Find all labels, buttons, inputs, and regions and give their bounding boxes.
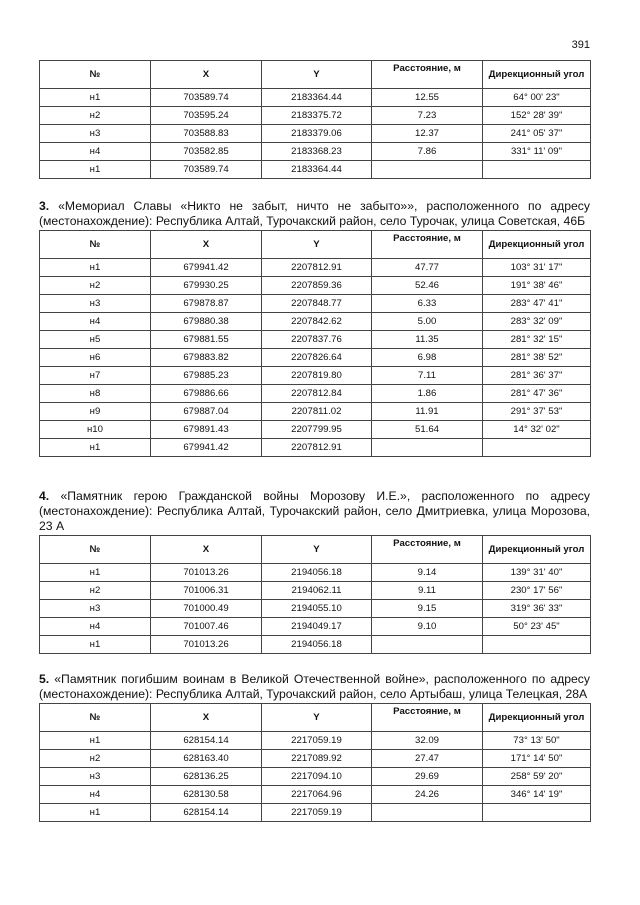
table-cell xyxy=(483,161,591,179)
table-cell: 103° 31' 17" xyxy=(483,259,591,277)
table-cell: н3 xyxy=(40,768,151,786)
table-cell: 628163.40 xyxy=(151,750,262,768)
table-cell: 2217059.19 xyxy=(262,732,372,750)
table-cell: 191° 38' 46" xyxy=(483,277,591,295)
table-cell: 679887.04 xyxy=(151,403,262,421)
table-row xyxy=(40,732,591,750)
table-cell: 679930.25 xyxy=(151,277,262,295)
column-header: X xyxy=(151,704,262,732)
table-row xyxy=(40,107,591,125)
table-cell: 703595.24 xyxy=(151,107,262,125)
section-number: 5. xyxy=(39,672,50,686)
table-row xyxy=(40,349,591,367)
table-cell: 2217089.92 xyxy=(262,750,372,768)
table-cell: 2207799.95 xyxy=(262,421,372,439)
table-cell: 2194056.18 xyxy=(262,564,372,582)
table-row xyxy=(40,385,591,403)
table-cell: 32.09 xyxy=(372,732,483,750)
table-cell: н1 xyxy=(40,636,151,654)
table-cell: 628154.14 xyxy=(151,732,262,750)
table-row xyxy=(40,89,591,107)
section-number: 4. xyxy=(39,489,50,503)
table-cell: 11.91 xyxy=(372,403,483,421)
table-cell: н1 xyxy=(40,564,151,582)
table-cell: н4 xyxy=(40,618,151,636)
table-cell: 319° 36' 33" xyxy=(483,600,591,618)
table-cell xyxy=(372,804,483,822)
column-header: X xyxy=(151,536,262,564)
table-cell: н7 xyxy=(40,367,151,385)
table-cell: н2 xyxy=(40,277,151,295)
table-cell: 628154.14 xyxy=(151,804,262,822)
table-cell: н3 xyxy=(40,295,151,313)
column-header: Дирекционный угол xyxy=(483,231,591,259)
table-cell: 2207842.62 xyxy=(262,313,372,331)
table-cell: 2207859.36 xyxy=(262,277,372,295)
table-cell xyxy=(372,161,483,179)
table-row xyxy=(40,313,591,331)
table-cell: н1 xyxy=(40,439,151,457)
coordinates-table xyxy=(39,230,591,457)
column-header: Y xyxy=(262,536,372,564)
table-cell: 703589.74 xyxy=(151,161,262,179)
table-row xyxy=(40,786,591,804)
section-description: «Памятник погибшим воинам в Великой Отечественной войне», расположенного по адресу (местонахождение): Республика Алтай, Турочакский район, село Артыбаш, улица Телецкая, 28А xyxy=(39,672,590,701)
table-cell: 52.46 xyxy=(372,277,483,295)
table-cell: 346° 14' 19" xyxy=(483,786,591,804)
table-cell: 2207848.77 xyxy=(262,295,372,313)
table-cell: 29.69 xyxy=(372,768,483,786)
table-cell xyxy=(372,636,483,654)
table-cell: 628130.58 xyxy=(151,786,262,804)
table-row xyxy=(40,564,591,582)
table-cell: 2183375.72 xyxy=(262,107,372,125)
table-cell: 64° 00' 23" xyxy=(483,89,591,107)
column-header: X xyxy=(151,61,262,89)
table-row xyxy=(40,259,591,277)
table-cell: 9.15 xyxy=(372,600,483,618)
table-cell: 2207811.02 xyxy=(262,403,372,421)
column-header: № xyxy=(40,704,151,732)
table-cell: 679941.42 xyxy=(151,259,262,277)
column-header: Расстояние, м xyxy=(372,536,483,564)
table-row xyxy=(40,143,591,161)
table-row xyxy=(40,367,591,385)
table-cell: н2 xyxy=(40,750,151,768)
column-header: Дирекционный угол xyxy=(483,61,591,89)
table-cell: 14° 32' 02" xyxy=(483,421,591,439)
table-cell: 2183379.06 xyxy=(262,125,372,143)
table-cell: 27.47 xyxy=(372,750,483,768)
table-header-row xyxy=(40,704,591,732)
table-cell: 331° 11' 09" xyxy=(483,143,591,161)
table-cell: 679883.82 xyxy=(151,349,262,367)
section-paragraph xyxy=(39,489,590,534)
table-cell: н1 xyxy=(40,161,151,179)
table-cell: 2183368.23 xyxy=(262,143,372,161)
table-cell: 703589.74 xyxy=(151,89,262,107)
table-cell: н1 xyxy=(40,259,151,277)
table-cell: 73° 13' 50" xyxy=(483,732,591,750)
table-cell: 171° 14' 50" xyxy=(483,750,591,768)
table-cell: н2 xyxy=(40,582,151,600)
column-header: Расстояние, м xyxy=(372,704,483,732)
column-header: Y xyxy=(262,704,372,732)
table-header-row xyxy=(40,61,591,89)
table-cell: н3 xyxy=(40,600,151,618)
table-cell: 2207812.91 xyxy=(262,439,372,457)
section-description: «Памятник герою Гражданской войны Морозову И.Е.», расположенного по адресу (местонахождение): Республика Алтай, Турочакский район, село Дмитриевка, улица Морозова, 23 А xyxy=(39,489,590,533)
section-number: 3. xyxy=(39,199,50,213)
table-cell: 47.77 xyxy=(372,259,483,277)
table-cell: н1 xyxy=(40,732,151,750)
table-cell: н9 xyxy=(40,403,151,421)
table-cell: 679881.55 xyxy=(151,331,262,349)
table-cell: 2207826.64 xyxy=(262,349,372,367)
table-cell: 281° 38' 52" xyxy=(483,349,591,367)
table-cell: 679891.43 xyxy=(151,421,262,439)
table-cell: 701000.49 xyxy=(151,600,262,618)
table-cell: 7.11 xyxy=(372,367,483,385)
table-cell: 2194056.18 xyxy=(262,636,372,654)
table-row xyxy=(40,768,591,786)
table-cell: 2183364.44 xyxy=(262,161,372,179)
table-cell: 2194055.10 xyxy=(262,600,372,618)
table-cell: 230° 17' 56" xyxy=(483,582,591,600)
table-cell: 1.86 xyxy=(372,385,483,403)
table-cell: н4 xyxy=(40,786,151,804)
table-cell: н5 xyxy=(40,331,151,349)
table-cell xyxy=(483,804,591,822)
table-row xyxy=(40,582,591,600)
table-cell: 679878.87 xyxy=(151,295,262,313)
table-cell: 283° 47' 41" xyxy=(483,295,591,313)
table-cell: 12.55 xyxy=(372,89,483,107)
column-header: № xyxy=(40,536,151,564)
table-row xyxy=(40,439,591,457)
table-cell: 701013.26 xyxy=(151,564,262,582)
page-number: 391 xyxy=(571,39,590,51)
table-row xyxy=(40,125,591,143)
column-header: Y xyxy=(262,61,372,89)
table-cell: н6 xyxy=(40,349,151,367)
table-cell: 701006.31 xyxy=(151,582,262,600)
table-cell: 2194049.17 xyxy=(262,618,372,636)
section-paragraph xyxy=(39,199,590,229)
table-cell: 2183364.44 xyxy=(262,89,372,107)
table-row xyxy=(40,421,591,439)
table-cell: 703588.83 xyxy=(151,125,262,143)
table-cell: 2207837.76 xyxy=(262,331,372,349)
table-row xyxy=(40,161,591,179)
column-header: Y xyxy=(262,231,372,259)
table-row xyxy=(40,750,591,768)
table-cell: 701013.26 xyxy=(151,636,262,654)
table-cell: 12.37 xyxy=(372,125,483,143)
table-cell xyxy=(483,439,591,457)
column-header: Расстояние, м xyxy=(372,231,483,259)
table-cell: 283° 32' 09" xyxy=(483,313,591,331)
table-cell: н4 xyxy=(40,143,151,161)
table-row xyxy=(40,618,591,636)
table-cell: 2217094.10 xyxy=(262,768,372,786)
section-description: «Мемориал Славы «Никто не забыт, ничто не забыто»», расположенного по адресу (местонахождение): Республика Алтай, Турочакский район, село Турочак, улица Советская, 46Б xyxy=(39,199,590,228)
table-cell: н2 xyxy=(40,107,151,125)
table-cell: 6.98 xyxy=(372,349,483,367)
coordinates-section-2-continued xyxy=(39,60,590,179)
table-cell: н10 xyxy=(40,421,151,439)
column-header: Дирекционный угол xyxy=(483,704,591,732)
coordinates-section-3 xyxy=(39,199,590,457)
table-cell: 281° 36' 37" xyxy=(483,367,591,385)
table-header-row xyxy=(40,231,591,259)
table-row xyxy=(40,600,591,618)
table-cell: 11.35 xyxy=(372,331,483,349)
table-row xyxy=(40,331,591,349)
table-cell: 2207812.91 xyxy=(262,259,372,277)
coordinates-section-4 xyxy=(39,489,590,654)
section-paragraph xyxy=(39,672,590,702)
table-cell: 703582.85 xyxy=(151,143,262,161)
table-cell: 9.11 xyxy=(372,582,483,600)
table-cell: н8 xyxy=(40,385,151,403)
table-cell: 628136.25 xyxy=(151,768,262,786)
table-cell: 9.14 xyxy=(372,564,483,582)
coordinates-table xyxy=(39,703,591,822)
table-cell: 2207819.80 xyxy=(262,367,372,385)
table-cell: 152° 28' 39" xyxy=(483,107,591,125)
table-cell: 2194062.11 xyxy=(262,582,372,600)
table-cell: 281° 47' 36" xyxy=(483,385,591,403)
table-cell: 241° 05' 37" xyxy=(483,125,591,143)
table-row xyxy=(40,295,591,313)
table-row xyxy=(40,636,591,654)
table-cell: 139° 31' 40" xyxy=(483,564,591,582)
column-header: Расстояние, м xyxy=(372,61,483,89)
table-cell: 258° 59' 20" xyxy=(483,768,591,786)
column-header: X xyxy=(151,231,262,259)
table-row xyxy=(40,277,591,295)
table-cell: 679880.38 xyxy=(151,313,262,331)
column-header: № xyxy=(40,231,151,259)
coordinates-table xyxy=(39,60,591,179)
table-cell: 2217059.19 xyxy=(262,804,372,822)
column-header: Дирекционный угол xyxy=(483,536,591,564)
table-cell: 701007.46 xyxy=(151,618,262,636)
table-cell xyxy=(372,439,483,457)
table-cell: н4 xyxy=(40,313,151,331)
table-cell: 2207812.84 xyxy=(262,385,372,403)
table-cell: 281° 32' 15" xyxy=(483,331,591,349)
table-row xyxy=(40,403,591,421)
table-cell: н1 xyxy=(40,89,151,107)
table-cell: 291° 37' 53" xyxy=(483,403,591,421)
table-cell: 2217064.96 xyxy=(262,786,372,804)
coordinates-table xyxy=(39,535,591,654)
column-header: № xyxy=(40,61,151,89)
table-row xyxy=(40,804,591,822)
table-cell: 7.86 xyxy=(372,143,483,161)
table-cell: 9.10 xyxy=(372,618,483,636)
table-cell: 5.00 xyxy=(372,313,483,331)
table-cell xyxy=(483,636,591,654)
table-cell: 51.64 xyxy=(372,421,483,439)
table-cell: 679941.42 xyxy=(151,439,262,457)
table-cell: н3 xyxy=(40,125,151,143)
table-cell: 6.33 xyxy=(372,295,483,313)
table-cell: н1 xyxy=(40,804,151,822)
table-cell: 7.23 xyxy=(372,107,483,125)
table-header-row xyxy=(40,536,591,564)
table-cell: 50° 23' 45" xyxy=(483,618,591,636)
coordinates-section-5 xyxy=(39,672,590,822)
table-cell: 679885.23 xyxy=(151,367,262,385)
table-cell: 24.26 xyxy=(372,786,483,804)
table-cell: 679886.66 xyxy=(151,385,262,403)
